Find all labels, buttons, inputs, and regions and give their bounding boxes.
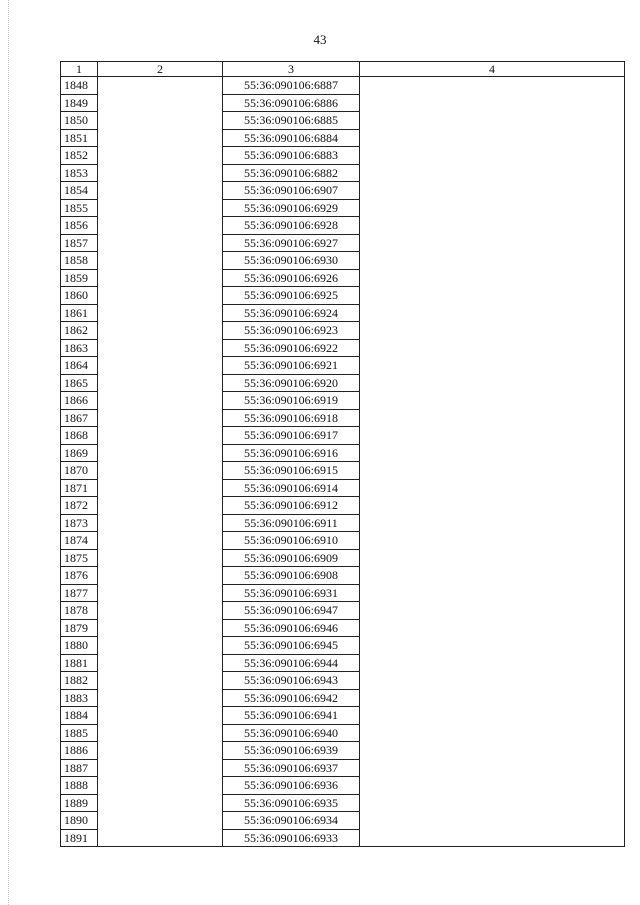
table-row <box>61 147 625 165</box>
table-body <box>61 77 625 847</box>
column-2-cell <box>98 724 223 742</box>
scan-edge-dots <box>8 0 9 905</box>
column-4-cell <box>360 252 625 270</box>
column-4-cell <box>360 549 625 567</box>
column-2-cell <box>98 182 223 200</box>
cadastral-number-cell: 55:36:090106:6912 <box>223 497 360 515</box>
table-row <box>61 304 625 322</box>
column-4-cell <box>360 112 625 130</box>
table-row <box>61 497 625 515</box>
row-number-cell: 1851 <box>61 129 98 147</box>
row-number-cell: 1852 <box>61 147 98 165</box>
row-number-cell: 1876 <box>61 567 98 585</box>
row-number-cell: 1869 <box>61 444 98 462</box>
cadastral-number-cell: 55:36:090106:6884 <box>223 129 360 147</box>
table-row <box>61 742 625 760</box>
row-number-cell: 1872 <box>61 497 98 515</box>
table-row <box>61 637 625 655</box>
column-4-cell <box>360 94 625 112</box>
column-4-cell <box>360 759 625 777</box>
table-row <box>61 357 625 375</box>
cadastral-number-cell: 55:36:090106:6945 <box>223 637 360 655</box>
column-4-cell <box>360 602 625 620</box>
column-4-cell <box>360 724 625 742</box>
column-2-cell <box>98 357 223 375</box>
table-row <box>61 392 625 410</box>
column-4-cell <box>360 234 625 252</box>
table-row <box>61 252 625 270</box>
column-2-cell <box>98 497 223 515</box>
table-row <box>61 112 625 130</box>
column-4-cell <box>360 444 625 462</box>
column-4-cell <box>360 147 625 165</box>
column-4-cell <box>360 777 625 795</box>
row-number-cell: 1862 <box>61 322 98 340</box>
row-number-cell: 1849 <box>61 94 98 112</box>
column-4-cell <box>360 304 625 322</box>
cadastral-table <box>60 61 625 847</box>
row-number-cell: 1857 <box>61 234 98 252</box>
column-header-2: 2 <box>98 62 223 77</box>
table-row <box>61 759 625 777</box>
row-number-cell: 1854 <box>61 182 98 200</box>
row-number-cell: 1875 <box>61 549 98 567</box>
header-row <box>61 62 625 77</box>
table-row <box>61 532 625 550</box>
cadastral-number-cell: 55:36:090106:6917 <box>223 427 360 445</box>
cadastral-number-cell: 55:36:090106:6882 <box>223 164 360 182</box>
column-4-cell <box>360 339 625 357</box>
cadastral-number-cell: 55:36:090106:6937 <box>223 759 360 777</box>
column-2-cell <box>98 199 223 217</box>
row-number-cell: 1878 <box>61 602 98 620</box>
row-number-cell: 1874 <box>61 532 98 550</box>
column-header-1: 1 <box>61 62 98 77</box>
column-4-cell <box>360 514 625 532</box>
row-number-cell: 1879 <box>61 619 98 637</box>
column-4-cell <box>360 742 625 760</box>
column-4-cell <box>360 497 625 515</box>
row-number-cell: 1866 <box>61 392 98 410</box>
row-number-cell: 1858 <box>61 252 98 270</box>
table-row <box>61 777 625 795</box>
column-2-cell <box>98 794 223 812</box>
row-number-cell: 1882 <box>61 672 98 690</box>
column-2-cell <box>98 829 223 847</box>
row-number-cell: 1867 <box>61 409 98 427</box>
table-row <box>61 812 625 830</box>
cadastral-number-cell: 55:36:090106:6909 <box>223 549 360 567</box>
table-row <box>61 339 625 357</box>
cadastral-number-cell: 55:36:090106:6933 <box>223 829 360 847</box>
row-number-cell: 1887 <box>61 759 98 777</box>
row-number-cell: 1880 <box>61 637 98 655</box>
table-row <box>61 462 625 480</box>
table-row <box>61 654 625 672</box>
table-row <box>61 77 625 95</box>
row-number-cell: 1864 <box>61 357 98 375</box>
cadastral-number-cell: 55:36:090106:6934 <box>223 812 360 830</box>
cadastral-number-cell: 55:36:090106:6911 <box>223 514 360 532</box>
column-4-cell <box>360 584 625 602</box>
cadastral-number-cell: 55:36:090106:6925 <box>223 287 360 305</box>
column-2-cell <box>98 549 223 567</box>
page-number: 43 <box>313 32 327 47</box>
cadastral-number-cell: 55:36:090106:6914 <box>223 479 360 497</box>
row-number-cell: 1868 <box>61 427 98 445</box>
cadastral-number-cell: 55:36:090106:6942 <box>223 689 360 707</box>
column-4-cell <box>360 532 625 550</box>
cadastral-number-cell: 55:36:090106:6931 <box>223 584 360 602</box>
column-4-cell <box>360 812 625 830</box>
cadastral-number-cell: 55:36:090106:6943 <box>223 672 360 690</box>
table-row <box>61 794 625 812</box>
row-number-cell: 1885 <box>61 724 98 742</box>
table-row <box>61 374 625 392</box>
column-2-cell <box>98 77 223 95</box>
table-row <box>61 444 625 462</box>
row-number-cell: 1853 <box>61 164 98 182</box>
column-2-cell <box>98 742 223 760</box>
column-4-cell <box>360 164 625 182</box>
cadastral-number-cell: 55:36:090106:6922 <box>223 339 360 357</box>
table-row <box>61 94 625 112</box>
cadastral-number-cell: 55:36:090106:6921 <box>223 357 360 375</box>
table-row <box>61 829 625 847</box>
cadastral-number-cell: 55:36:090106:6886 <box>223 94 360 112</box>
column-4-cell <box>360 322 625 340</box>
column-4-cell <box>360 654 625 672</box>
table-row <box>61 199 625 217</box>
column-4-cell <box>360 269 625 287</box>
column-4-cell <box>360 829 625 847</box>
column-2-cell <box>98 234 223 252</box>
column-2-cell <box>98 777 223 795</box>
table-row <box>61 514 625 532</box>
row-number-cell: 1863 <box>61 339 98 357</box>
column-2-cell <box>98 689 223 707</box>
column-2-cell <box>98 637 223 655</box>
table-row <box>61 549 625 567</box>
column-2-cell <box>98 269 223 287</box>
table-row <box>61 689 625 707</box>
column-4-cell <box>360 794 625 812</box>
cadastral-number-cell: 55:36:090106:6941 <box>223 707 360 725</box>
cadastral-number-cell: 55:36:090106:6887 <box>223 77 360 95</box>
cadastral-number-cell: 55:36:090106:6916 <box>223 444 360 462</box>
cadastral-number-cell: 55:36:090106:6915 <box>223 462 360 480</box>
row-number-cell: 1881 <box>61 654 98 672</box>
column-4-cell <box>360 409 625 427</box>
column-2-cell <box>98 129 223 147</box>
column-2-cell <box>98 479 223 497</box>
table-row <box>61 427 625 445</box>
cadastral-number-cell: 55:36:090106:6939 <box>223 742 360 760</box>
row-number-cell: 1848 <box>61 77 98 95</box>
column-4-cell <box>360 637 625 655</box>
column-2-cell <box>98 619 223 637</box>
column-2-cell <box>98 112 223 130</box>
cadastral-number-cell: 55:36:090106:6946 <box>223 619 360 637</box>
cadastral-number-cell: 55:36:090106:6940 <box>223 724 360 742</box>
row-number-cell: 1883 <box>61 689 98 707</box>
row-number-cell: 1888 <box>61 777 98 795</box>
row-number-cell: 1856 <box>61 217 98 235</box>
table-row <box>61 724 625 742</box>
column-4-cell <box>360 707 625 725</box>
row-number-cell: 1886 <box>61 742 98 760</box>
column-4-cell <box>360 619 625 637</box>
column-2-cell <box>98 427 223 445</box>
column-2-cell <box>98 339 223 357</box>
row-number-cell: 1871 <box>61 479 98 497</box>
table-row <box>61 182 625 200</box>
column-2-cell <box>98 392 223 410</box>
row-number-cell: 1850 <box>61 112 98 130</box>
column-2-cell <box>98 602 223 620</box>
cadastral-number-cell: 55:36:090106:6910 <box>223 532 360 550</box>
column-2-cell <box>98 812 223 830</box>
column-2-cell <box>98 409 223 427</box>
row-number-cell: 1889 <box>61 794 98 812</box>
row-number-cell: 1859 <box>61 269 98 287</box>
column-4-cell <box>360 77 625 95</box>
column-2-cell <box>98 514 223 532</box>
column-2-cell <box>98 759 223 777</box>
row-number-cell: 1884 <box>61 707 98 725</box>
table-row <box>61 584 625 602</box>
column-4-cell <box>360 689 625 707</box>
cadastral-number-cell: 55:36:090106:6927 <box>223 234 360 252</box>
column-2-cell <box>98 444 223 462</box>
row-number-cell: 1873 <box>61 514 98 532</box>
table-row <box>61 287 625 305</box>
table-row <box>61 707 625 725</box>
cadastral-number-cell: 55:36:090106:6947 <box>223 602 360 620</box>
table-row <box>61 234 625 252</box>
table-row <box>61 619 625 637</box>
table-row <box>61 164 625 182</box>
cadastral-number-cell: 55:36:090106:6924 <box>223 304 360 322</box>
table-row <box>61 129 625 147</box>
cadastral-number-cell: 55:36:090106:6885 <box>223 112 360 130</box>
cadastral-number-cell: 55:36:090106:6908 <box>223 567 360 585</box>
column-2-cell <box>98 707 223 725</box>
row-number-cell: 1891 <box>61 829 98 847</box>
column-2-cell <box>98 252 223 270</box>
column-header-4: 4 <box>360 62 625 77</box>
column-2-cell <box>98 672 223 690</box>
row-number-cell: 1870 <box>61 462 98 480</box>
column-4-cell <box>360 129 625 147</box>
cadastral-number-cell: 55:36:090106:6907 <box>223 182 360 200</box>
cadastral-number-cell: 55:36:090106:6928 <box>223 217 360 235</box>
cadastral-number-cell: 55:36:090106:6926 <box>223 269 360 287</box>
column-4-cell <box>360 462 625 480</box>
column-2-cell <box>98 654 223 672</box>
table-row <box>61 269 625 287</box>
column-4-cell <box>360 427 625 445</box>
column-2-cell <box>98 147 223 165</box>
row-number-cell: 1855 <box>61 199 98 217</box>
column-4-cell <box>360 199 625 217</box>
column-4-cell <box>360 287 625 305</box>
cadastral-number-cell: 55:36:090106:6936 <box>223 777 360 795</box>
column-4-cell <box>360 672 625 690</box>
column-4-cell <box>360 357 625 375</box>
column-4-cell <box>360 374 625 392</box>
table-row <box>61 217 625 235</box>
column-2-cell <box>98 304 223 322</box>
cadastral-number-cell: 55:36:090106:6944 <box>223 654 360 672</box>
column-2-cell <box>98 217 223 235</box>
column-header-3: 3 <box>223 62 360 77</box>
column-2-cell <box>98 287 223 305</box>
cadastral-number-cell: 55:36:090106:6919 <box>223 392 360 410</box>
column-4-cell <box>360 392 625 410</box>
cadastral-number-cell: 55:36:090106:6930 <box>223 252 360 270</box>
column-2-cell <box>98 584 223 602</box>
column-4-cell <box>360 479 625 497</box>
table-row <box>61 322 625 340</box>
cadastral-number-cell: 55:36:090106:6918 <box>223 409 360 427</box>
column-4-cell <box>360 217 625 235</box>
row-number-cell: 1861 <box>61 304 98 322</box>
cadastral-number-cell: 55:36:090106:6929 <box>223 199 360 217</box>
column-2-cell <box>98 164 223 182</box>
table-row <box>61 479 625 497</box>
row-number-cell: 1860 <box>61 287 98 305</box>
cadastral-number-cell: 55:36:090106:6935 <box>223 794 360 812</box>
cadastral-number-cell: 55:36:090106:6920 <box>223 374 360 392</box>
column-2-cell <box>98 567 223 585</box>
column-2-cell <box>98 532 223 550</box>
column-2-cell <box>98 462 223 480</box>
table-row <box>61 672 625 690</box>
cadastral-number-cell: 55:36:090106:6883 <box>223 147 360 165</box>
column-4-cell <box>360 182 625 200</box>
column-4-cell <box>360 567 625 585</box>
table-row <box>61 602 625 620</box>
table-row <box>61 567 625 585</box>
column-2-cell <box>98 94 223 112</box>
cadastral-number-cell: 55:36:090106:6923 <box>223 322 360 340</box>
column-2-cell <box>98 374 223 392</box>
row-number-cell: 1890 <box>61 812 98 830</box>
row-number-cell: 1877 <box>61 584 98 602</box>
column-2-cell <box>98 322 223 340</box>
table-row <box>61 409 625 427</box>
row-number-cell: 1865 <box>61 374 98 392</box>
